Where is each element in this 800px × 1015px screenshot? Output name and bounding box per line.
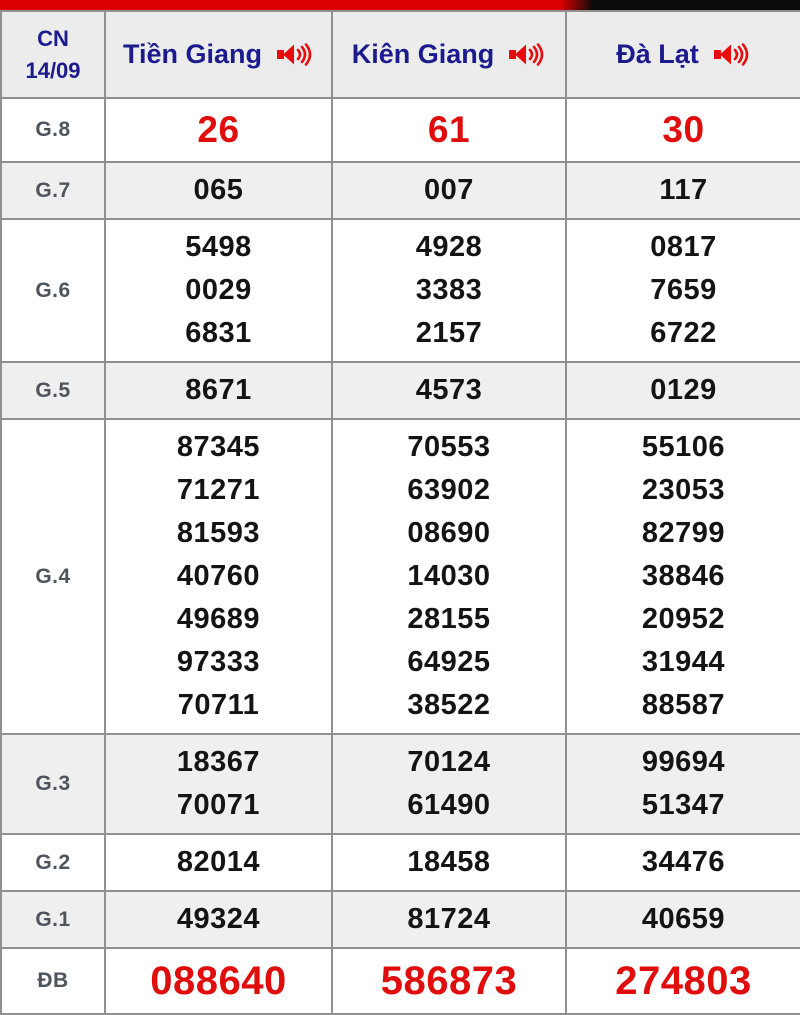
prize-row-g7 [1,162,800,219]
result-number: 81593 [176,517,261,549]
result-number: 64925 [407,646,491,678]
result-number: 3383 [415,274,483,306]
result-cell [105,362,332,419]
result-number: 2157 [415,317,483,349]
result-number: 7659 [650,274,717,306]
prize-label: G.8 [1,98,105,162]
result-number: 82799 [641,517,726,549]
result-number: 8671 [185,374,252,406]
result-number: 99694 [641,746,726,778]
result-cell [332,162,566,219]
result-number: 4928 [415,231,483,263]
result-number: 49324 [176,903,261,935]
result-number: 61 [427,109,471,150]
province-name: Tiền Giang [122,39,263,69]
result-number: 20952 [641,603,726,635]
result-cell [566,419,800,734]
prize-row-g4 [1,419,800,734]
result-cell [332,834,566,891]
result-number: 81724 [407,903,491,935]
prize-label: G.6 [1,219,105,362]
result-number: 26 [197,109,240,150]
result-number: 31944 [641,646,726,678]
result-cell [332,219,566,362]
result-number: 5498 [185,231,252,263]
prize-row-g1 [1,891,800,948]
result-cell [566,219,800,362]
result-number: 61490 [407,789,491,821]
result-cell [105,98,332,162]
result-cell [105,162,332,219]
result-number: 87345 [176,431,261,463]
draw-date: 14/09 [25,57,81,83]
header-row [1,11,800,98]
result-cell [105,419,332,734]
result-number: 18458 [407,846,491,878]
result-number: 38846 [641,560,726,592]
column-header-tien-giang [105,11,332,98]
result-number: 82014 [176,846,261,878]
result-number: 97333 [176,646,261,678]
result-number: 007 [424,174,474,206]
result-number: 88587 [641,689,726,721]
result-number: 70711 [177,689,260,721]
lottery-results-table [0,10,800,1015]
prize-row-g8 [1,98,800,162]
result-cell [566,362,800,419]
top-progress-bar [0,0,800,10]
result-number: 065 [193,174,244,206]
result-number: 38522 [407,689,491,721]
result-cell [566,98,800,162]
result-cell [105,219,332,362]
result-number: 70071 [176,789,261,821]
result-cell [332,98,566,162]
prize-row-g2 [1,834,800,891]
result-number: 71271 [176,474,261,506]
result-cell [105,734,332,834]
result-number: 18367 [176,746,261,778]
prize-row-g3 [1,734,800,834]
result-number: 70553 [407,431,491,463]
prize-label: G.3 [1,734,105,834]
province-name: Đà Lạt [616,39,699,69]
result-number: 14030 [407,560,491,592]
column-header-da-lat [566,11,800,98]
province-name: Kiên Giang [351,39,495,69]
prize-row-đb [1,948,800,1014]
column-header-kien-giang [332,11,566,98]
result-cell [332,948,566,1014]
result-cell [332,362,566,419]
result-number: 70124 [407,746,491,778]
result-number: 088640 [150,959,287,1003]
result-cell [105,834,332,891]
speaker-icon[interactable] [508,40,546,70]
prize-row-g6 [1,219,800,362]
speaker-icon[interactable] [276,40,314,70]
result-cell [566,162,800,219]
result-cell [332,891,566,948]
result-number: 08690 [407,517,491,549]
result-cell [105,948,332,1014]
prize-label: G.2 [1,834,105,891]
result-number: 51347 [641,789,726,821]
result-number: 55106 [641,431,726,463]
results-body [1,98,800,1014]
result-cell [332,419,566,734]
prize-label: ĐB [1,948,105,1014]
draw-day: CN [37,25,69,51]
result-number: 0129 [650,374,717,406]
result-number: 0817 [650,231,717,263]
result-cell [566,734,800,834]
result-number: 4573 [415,374,483,406]
prize-label: G.4 [1,419,105,734]
result-number: 40760 [176,560,261,592]
result-cell [105,891,332,948]
result-cell [566,891,800,948]
prize-label: G.1 [1,891,105,948]
result-cell [566,948,800,1014]
draw-date-cell [1,11,105,98]
result-number: 30 [662,109,705,150]
prize-label: G.7 [1,162,105,219]
result-number: 63902 [407,474,491,506]
prize-row-g5 [1,362,800,419]
result-number: 28155 [407,603,491,635]
result-number: 6831 [185,317,252,349]
result-number: 23053 [641,474,726,506]
result-number: 6722 [650,317,717,349]
speaker-icon[interactable] [713,40,751,70]
prize-label: G.5 [1,362,105,419]
result-number: 117 [659,174,708,206]
result-number: 40659 [641,903,726,935]
result-number: 274803 [615,959,752,1003]
result-number: 586873 [380,959,518,1003]
result-number: 0029 [185,274,252,306]
result-cell [332,734,566,834]
result-cell [566,834,800,891]
result-number: 49689 [176,603,261,635]
result-number: 34476 [641,846,726,878]
